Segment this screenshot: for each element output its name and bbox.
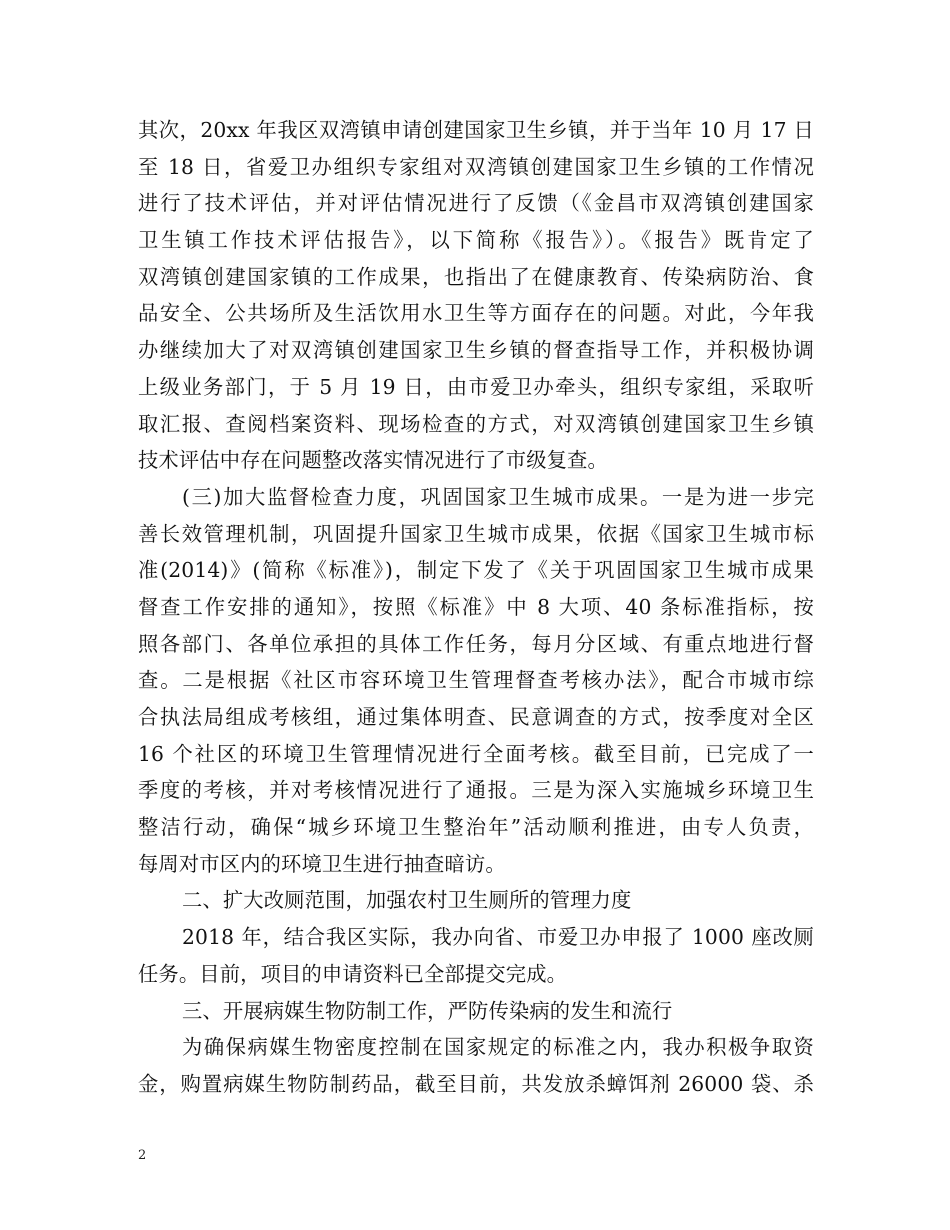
text-line: 16 个社区的环境卫生管理情况进行全面考核。截至目前，已完成了一 xyxy=(138,741,814,766)
text-line: 至 18 日，省爱卫办组织专家组对双湾镇创建国家卫生乡镇的工作情况 xyxy=(138,154,814,179)
text-line: 查。二是根据《社区市容环境卫生管理督查考核办法》，配合市城市综 xyxy=(138,668,814,693)
text-line: 每周对市区内的环境卫生进行抽查暗访。 xyxy=(138,851,506,876)
text-line: 季度的考核，并对考核情况进行了通报。三是为深入实施城乡环境卫生 xyxy=(138,778,814,803)
paragraph-start-line: (三)加大监督检查力度，巩固国家卫生城市成果。一是为进一步完 xyxy=(182,484,814,509)
text-line: 督查工作安排的通知》，按照《标准》中 8 大项、40 条标准指标，按 xyxy=(138,594,814,619)
text-line: 准(2014)》(简称《标准》)，制定下发了《关于巩固国家卫生城市成果 xyxy=(138,558,814,583)
text-line: 金，购置病媒生物防制药品，截至目前，共发放杀蟑饵剂 26000 袋、杀 xyxy=(138,1071,814,1096)
section-heading: 二、扩大改厕范围，加强农村卫生厕所的管理力度 xyxy=(182,888,632,913)
text-line: 合执法局组成考核组，通过集体明查、民意调查的方式，按季度对全区 xyxy=(138,705,814,729)
text-line: 整洁行动，确保“城乡环境卫生整治年”活动顺利推进，由专人负责， xyxy=(138,815,814,840)
text-line: 善长效管理机制，巩固提升国家卫生城市成果，依据《国家卫生城市标 xyxy=(138,521,814,546)
text-line: 照各部门、各单位承担的具体工作任务，每月分区域、有重点地进行督 xyxy=(138,631,814,656)
text-line: 任务。目前，项目的申请资料已全部提交完成。 xyxy=(138,961,568,986)
paragraph-start-line: 2018 年，结合我区实际，我办向省、市爱卫办申报了 1000 座改厕 xyxy=(182,925,814,950)
text-line: 品安全、公共场所及生活饮用水卫生等方面存在的问题。对此，今年我 xyxy=(138,301,814,326)
text-line: 上级业务部门，于 5 月 19 日，由市爱卫办牵头，组织专家组，采取听 xyxy=(138,374,814,399)
document-body xyxy=(138,112,814,1103)
page-number: 2 xyxy=(138,1148,147,1163)
section-heading: 三、开展病媒生物防制工作，严防传染病的发生和流行 xyxy=(182,998,673,1023)
text-line: 进行了技术评估，并对评估情况进行了反馈（《金昌市双湾镇创建国家 xyxy=(138,191,814,216)
text-line: 卫生镇工作技术评估报告》，以下简称《报告》）。《报告》既肯定了 xyxy=(138,228,814,253)
paragraph-start-line: 为确保病媒生物密度控制在国家规定的标准之内，我办积极争取资 xyxy=(182,1035,814,1060)
text-line: 双湾镇创建国家镇的工作成果，也指出了在健康教育、传染病防治、食 xyxy=(138,264,814,289)
text-line: 取汇报、查阅档案资料、现场检查的方式，对双湾镇创建国家卫生乡镇 xyxy=(138,411,814,436)
text-line: 办继续加大了对双湾镇创建国家卫生乡镇的督查指导工作，并积极协调 xyxy=(138,338,814,363)
text-line: 技术评估中存在问题整改落实情况进行了市级复查。 xyxy=(138,448,608,473)
text-line: 其次，20xx 年我区双湾镇申请创建国家卫生乡镇，并于当年 10 月 17 日 xyxy=(138,118,814,142)
